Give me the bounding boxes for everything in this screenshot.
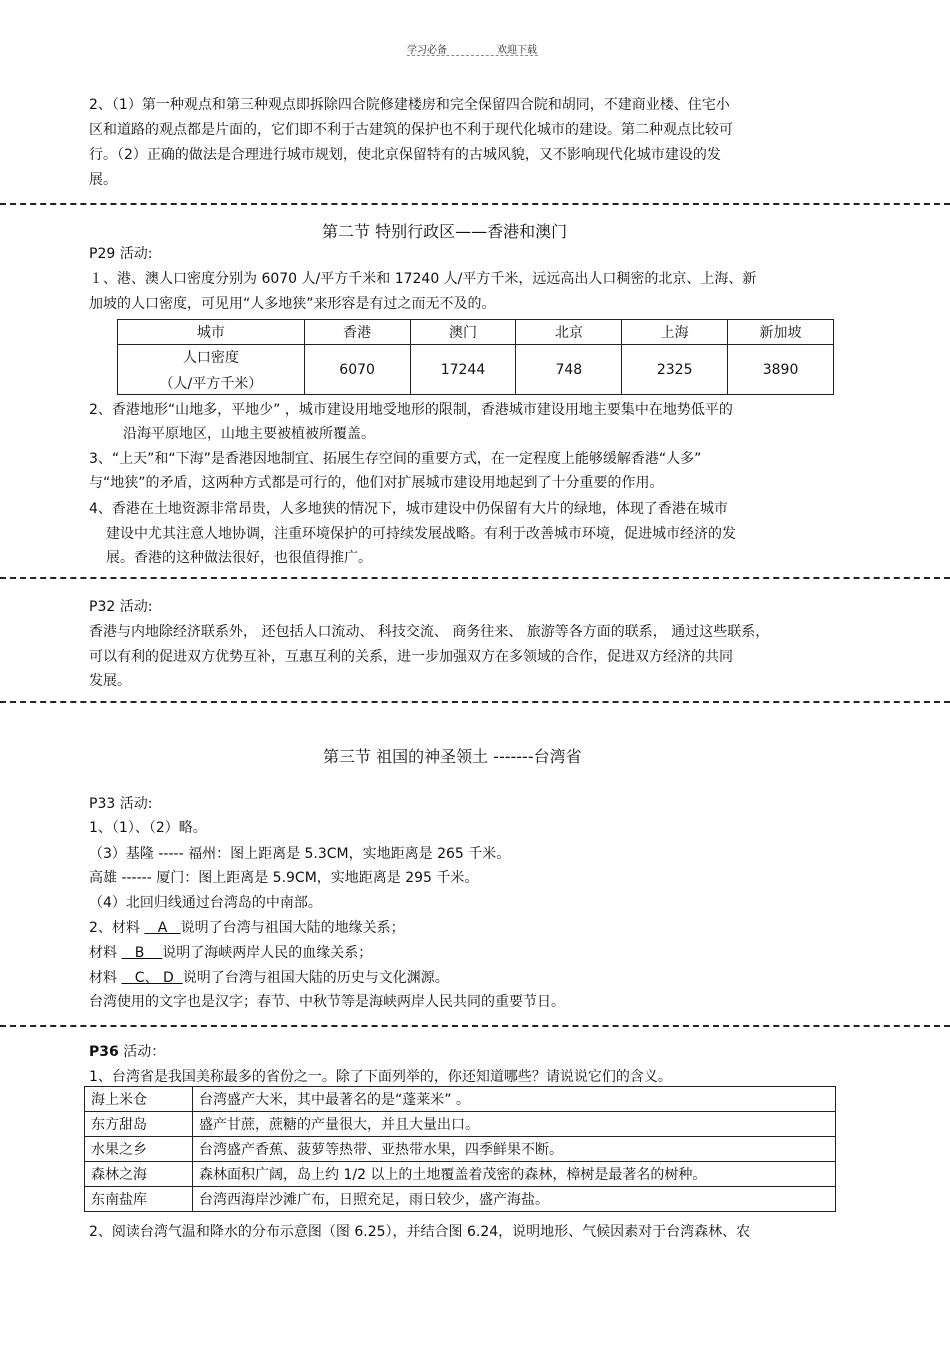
answer-line: １、港、澳人口密度分别为 6070 人/平方千米和 17240 人/平方千米，远远高出人口稠密的北京、上海、新 <box>89 271 757 287</box>
answer-line: （4）北回归线通过台湾岛的中南部。 <box>89 895 322 911</box>
answer-line: 2、阅读台湾气温和降水的分布示意图（图 6.25），并结合图 6.24，说明地形、气候因素对于台湾森林、农 <box>89 1224 751 1240</box>
table-row <box>85 1137 836 1162</box>
answer-line: 发展。 <box>89 673 131 689</box>
material-prefix: 材料 <box>89 970 122 986</box>
table-row <box>85 1112 836 1137</box>
intro-line: 行。（2）正确的做法是合理进行城市规划，使北京保留特有的古城风貌，又不影响现代化城市建设的发 <box>89 147 721 163</box>
answer-line: 与“地狭”的矛盾，这两种方式都是可行的，他们对扩展城市建设用地起到了十分重要的作用。 <box>89 475 664 491</box>
table-row <box>85 1087 836 1112</box>
table-cell: 17244 <box>410 345 516 395</box>
table-row <box>85 1162 836 1187</box>
material-answer: C、 D <box>121 970 183 986</box>
header-right: 欢迎下载 <box>497 45 537 56</box>
activity-label-text: 活动： <box>118 1044 166 1060</box>
material-text: 说明了台湾与祖国大陆的地缘关系； <box>180 920 405 936</box>
activity-label: P29 活动: <box>89 246 153 262</box>
meaning-cell: 森林面积广阔，岛上约 1/2 以上的土地覆盖着茂密的森林，樟树是最著名的树种。 <box>193 1162 836 1187</box>
material-line <box>89 969 449 987</box>
section-divider <box>0 203 950 205</box>
header-left: 学习必备 <box>407 45 447 56</box>
nickname-table <box>84 1086 836 1212</box>
material-text: 说明了台湾与祖国大陆的历史与文化渊源。 <box>182 970 449 986</box>
material-line <box>89 944 372 962</box>
answer-line: 3、“上天”和“下海”是香港因地制宜、拓展生存空间的重要方式，在一定程度上能够缓解香港“人多” <box>89 451 702 467</box>
table-header: 上海 <box>622 320 728 345</box>
header-divider <box>407 55 538 56</box>
answer-line: （3）基隆 ----- 福州：图上距离是 5.3CM，实地距离是 265 千米。 <box>89 846 511 862</box>
material-line <box>89 919 405 937</box>
material-prefix: 2、材料 <box>89 920 145 936</box>
intro-line: 2、（1）第一种观点和第三种观点即拆除四合院修建楼房和完全保留四合院和胡同，不建商业楼、住宅小 <box>89 97 730 113</box>
section-divider <box>0 701 950 703</box>
section-divider <box>0 1025 950 1027</box>
answer-line: 4、香港在土地资源非常昂贵，人多地狭的情况下，城市建设中仍保留有大片的绿地，体现了香港在城市 <box>89 501 728 517</box>
nickname-cell: 东方甜岛 <box>85 1112 193 1137</box>
intro-line: 区和道路的观点都是片面的，它们即不利于古建筑的保护也不利于现代化城市的建设。第二种观点比较可 <box>89 122 733 138</box>
table-header: 北京 <box>516 320 622 345</box>
section-title: 第二节 特别行政区——香港和澳门 <box>322 222 568 241</box>
meaning-cell: 台湾盛产大米，其中最著名的是“蓬莱米” 。 <box>193 1087 836 1112</box>
activity-label: P32 活动: <box>89 599 153 615</box>
answer-line: 1、台湾省是我国美称最多的省份之一。除了下面列举的，你还知道哪些？请说说它们的含义。 <box>89 1069 672 1085</box>
table-header: 新加坡 <box>728 320 834 345</box>
material-prefix: 材料 <box>89 945 122 961</box>
nickname-cell: 水果之乡 <box>85 1137 193 1162</box>
table-cell: 748 <box>516 345 622 395</box>
answer-line: 香港与内地除经济联系外， 还包括人口流动、 科技交流、 商务往来、 旅游等各方面的联系， 通过这些联系， <box>89 624 770 640</box>
nickname-cell: 森林之海 <box>85 1162 193 1187</box>
answer-line: 可以有利的促进双方优势互补，互惠互利的关系，进一步加强双方在多领域的合作，促进双方经济的共同 <box>89 649 733 665</box>
table-cell: 6070 <box>304 345 410 395</box>
row-label-line: （人/平方千米） <box>159 375 263 392</box>
density-table <box>117 319 834 395</box>
meaning-cell: 台湾盛产香蕉、菠萝等热带、亚热带水果，四季鲜果不断。 <box>193 1137 836 1162</box>
section-title: 第三节 祖国的神圣领土 -------台湾省 <box>323 747 582 766</box>
activity-label <box>89 1043 165 1061</box>
intro-line: 展。 <box>89 172 117 188</box>
answer-line: 建设中尤其注意人地协调，注重环境保护的可持续发展战略。有利于改善城市环境，促进城市经济的发 <box>106 526 736 542</box>
answer-line: 台湾使用的文字也是汉字；春节、中秋节等是海峡两岸人民共同的重要节日。 <box>89 994 565 1010</box>
table-header: 澳门 <box>410 320 516 345</box>
activity-page: P36 <box>89 1044 119 1060</box>
answer-line: 加坡的人口密度，可见用“人多地狭”来形容是有过之而无不及的。 <box>89 296 496 312</box>
table-row <box>85 1187 836 1212</box>
table-header: 城市 <box>118 320 305 345</box>
table-cell: 2325 <box>622 345 728 395</box>
answer-line: 高雄 ------ 厦门：图上距离是 5.9CM，实地距离是 295 千米。 <box>89 870 479 886</box>
meaning-cell: 盛产甘蔗，蔗糖的产量很大，并且大量出口。 <box>193 1112 836 1137</box>
answer-line: 2、香港地形“山地多，平地少” ，城市建设用地受地形的限制，香港城市建设用地主要集中在地势低平的 <box>89 402 733 418</box>
section-divider <box>0 577 950 579</box>
table-cell: 3890 <box>728 345 834 395</box>
material-answer: B <box>121 945 163 961</box>
answer-line: 展。香港的这种做法很好，也很值得推广。 <box>106 550 372 566</box>
row-label-line: 人口密度 <box>182 349 239 366</box>
table-row-label <box>118 345 305 395</box>
nickname-cell: 东南盐库 <box>85 1187 193 1212</box>
meaning-cell: 台湾西海岸沙滩广布，日照充足，雨日较少，盛产海盐。 <box>193 1187 836 1212</box>
answer-line: 1、（1）、（2）略。 <box>89 820 207 836</box>
material-answer: A <box>144 920 181 936</box>
nickname-cell: 海上米仓 <box>85 1087 193 1112</box>
activity-label: P33 活动: <box>89 796 153 812</box>
material-text: 说明了海峡两岸人民的血缘关系； <box>162 945 373 961</box>
table-header: 香港 <box>304 320 410 345</box>
answer-line: 沿海平原地区，山地主要被植被所覆盖。 <box>123 426 375 442</box>
